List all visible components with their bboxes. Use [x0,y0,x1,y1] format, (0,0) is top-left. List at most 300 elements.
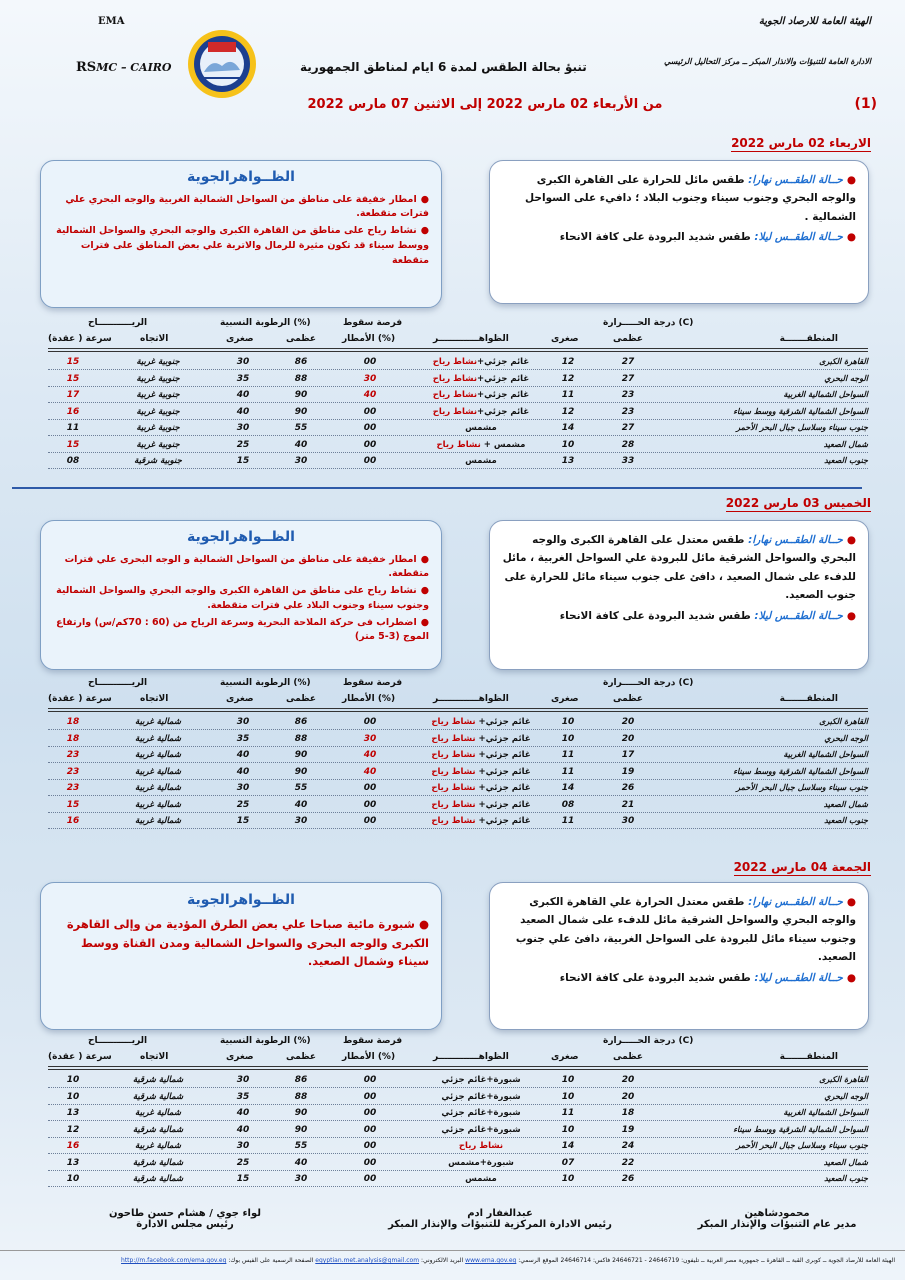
cell-temp-min: 10 [561,1091,575,1102]
cell-region: جنوب الصعيد [824,456,868,465]
cell-temp-min: 11 [561,750,575,760]
cell-wind-speed: 10 [66,1174,80,1184]
cell-temp-max: 20 [621,733,635,744]
header-hum-min: صغرى [226,1052,254,1062]
cell-wind-direction: شمالية شرقية [132,1075,184,1085]
footer-divider [0,1250,905,1251]
phenomena-wind: نشاط رياح [432,406,478,417]
day3-phenomenon [53,915,429,970]
cell-humidity-min: 35 [236,733,250,744]
cell-wind-speed: 15 [66,439,80,450]
cell-temp-max: 23 [621,406,635,417]
cell-region: جنوب سيناء وسلاسل جبال البحر الأحمر [736,423,868,432]
cell-humidity-min: 15 [236,1174,250,1184]
cell-region: الوجه البحري [824,373,868,383]
phenomena-wind: نشاط رياح [436,439,481,450]
cell-temp-min: 12 [561,406,575,417]
cell-rain-chance: 00 [363,1108,377,1118]
cell-humidity-max: 55 [294,783,308,793]
cell-wind-direction: شمالية غربية [135,816,181,826]
header-humidity: الرطوبة النسبية (%) [220,318,311,328]
cell-phenomena [416,1141,546,1151]
cell-region: القاهرة الكبرى [819,717,868,726]
day1-night-weather [502,228,856,246]
signature-name: عبدالغفار ادم [467,1208,533,1219]
footer-email-link[interactable]: egyptian.met.analysis@gmail.com [315,1257,420,1264]
bullet-icon: ● [420,193,429,205]
table-row [48,799,868,813]
day2-forecast-table [48,678,868,840]
header-hum-max: عظمى [286,1052,317,1062]
cell-region: جنوب سيناء وسلاسل جبال البحر الأحمر [736,783,868,792]
phenomena-base: غائم جزئي+ [477,357,530,367]
cell-rain-chance: 00 [363,816,377,826]
day1-phenomenon-text: امطار خفيفة على مناطق من السواحل الشمالية الغربية والوجه البحري علي فترات متقطعة. [65,193,429,220]
header-humidity: الرطوبة النسبية (%) [220,678,311,688]
footer-text: الهيئة العامة للأرصاد الجوية ــ كوبرى القبة ــ القاهرة ــ جمهورية مصر العربية ــ تليفون: 24646719 - 24646721 فاكس: 24646714 الموقع الرسمي: [516,1257,895,1264]
header-region: المنطقـــــــة [779,1052,838,1062]
phenomena-wind: نشاط رياح [432,373,478,384]
day3-night-weather [502,969,856,987]
phenomena-text [431,750,530,760]
cell-humidity-min: 15 [236,456,250,466]
cell-temp-max: 27 [621,373,635,384]
phenomena-text [433,407,529,417]
cell-rain-chance: 00 [363,717,377,727]
report-title: تنبؤ بحالة الطقس لمدة 6 ايام لمناطق الجمهورية [300,60,587,74]
cell-wind-direction: شمالية غربية [135,750,181,760]
header-phenomena: الظواهـــــــــــــر [433,694,509,704]
bullet-icon: ● [846,534,856,546]
header-phenomena: الظواهـــــــــــــر [433,1052,509,1062]
phenomena-text [431,783,530,793]
cell-humidity-min: 30 [236,783,250,793]
phenomena-wind: نشاط رياح [431,783,476,793]
phenomena-base: غائم جزئي+ [475,733,531,744]
cell-temp-max: 17 [621,750,635,760]
cell-humidity-min: 15 [236,816,250,826]
cell-temp-max: 20 [621,717,635,727]
cell-temp-max: 33 [621,456,635,466]
org-subtitle: الادارة العامة للتنبؤات والانذار المبكر ــ مركز التحاليل الرئيسي [663,57,871,66]
cell-humidity-min: 30 [236,357,250,367]
cell-phenomena: شبورة+غائم جزئي [441,1091,521,1102]
cell-humidity-min: 30 [236,423,250,433]
cell-temp-min: 14 [561,783,575,793]
day1-phenomena-title: الظــواهرالجوية [187,169,295,185]
phenomena-text [431,816,530,826]
cell-rain-chance: 00 [363,357,377,367]
cell-temp-min: 10 [561,1124,575,1135]
cell-temp-max: 19 [621,766,635,777]
day3-phenomenon-text: شبورة مائية صباحا علي بعض الطرق المؤدية من وإلى القاهرة الكبرى والوجه البحرى والسواحل الشمالية ومدن القناة ووسط سيناء وشمال الصعيد. [66,917,429,969]
bullet-icon: ● [846,231,856,244]
cell-rain-chance: 00 [363,799,377,810]
cell-humidity-max: 90 [294,750,308,760]
cell-wind-direction: جنوبية شرقية [134,456,182,466]
cell-wind-speed: 15 [66,357,80,367]
cell-humidity-min: 25 [236,439,250,450]
day1-night-text: طقس شديد البرودة على كافة الانحاء [559,231,751,244]
cell-humidity-min: 40 [236,1108,250,1118]
day3-night-text: طقس شديد البرودة على كافة الانحاء [559,971,751,984]
header-region: المنطقـــــــة [779,334,838,344]
table-row [48,373,868,387]
day1-date: الاربعاء 02 مارس 2022 [731,136,871,150]
cell-wind-speed: 23 [66,783,80,793]
cell-rain-chance: 40 [363,766,377,777]
cell-wind-direction: شمالية غربية [135,717,181,727]
cell-rain-chance: 00 [363,1141,377,1151]
cell-humidity-max: 40 [294,1157,308,1168]
cell-region: الوجه البحري [824,1091,868,1101]
cell-temp-max: 27 [621,423,635,433]
footer-website-link[interactable]: www.ema.gov.eg [465,1257,517,1264]
cell-wind-speed: 16 [66,406,80,417]
signature-central-head [350,1208,650,1230]
day-divider [12,487,862,489]
footer-contact [10,1257,895,1264]
phenomena-wind: نشاط رياح [431,816,476,826]
cell-phenomena [416,390,546,400]
header-region: المنطقـــــــة [779,694,838,704]
day3-night-label: حــالة الطقــس ليلا: [750,971,843,984]
day2-phenomenon [53,584,429,613]
cell-rain-chance: 00 [363,1091,377,1102]
cell-region: القاهرة الكبرى [819,357,868,366]
bullet-icon: ● [420,225,429,237]
cell-region: شمال الصعيد [823,799,868,809]
cell-humidity-max: 90 [294,390,308,400]
header-hum-max: عظمى [286,334,317,344]
cell-region: السواحل الشمالية الشرقية ووسط سيناء [733,406,868,416]
day2-day-weather [502,531,856,605]
cell-rain-chance: 00 [363,456,377,466]
signature-title: رئيس مجلس الادارة [136,1219,234,1230]
cell-rain-chance: 00 [363,1124,377,1135]
org-name: الهيئة العامة للارصاد الجوية [758,16,871,27]
day1-phenomenon [53,193,429,222]
day3-day-text: طقس معتدل الحرارة علي القاهرة الكبرى والوجه البحري والسواحل الشرقية مائل للدفء على شمال الصعيد وجنوب سيناء مائل للبرودة على السواحل الغربية، دافئ علي جنوب الصعيد. [515,896,856,964]
cell-temp-min: 07 [561,1157,575,1168]
cell-phenomena [416,407,546,417]
phenomena-wind: نشاط رياح [432,390,478,400]
day3-phenomena-title: الظــواهرالجوية [187,892,295,908]
cell-region: السواحل الشمالية الشرقية ووسط سيناء [733,1124,868,1134]
cell-phenomena: مشمس [465,456,497,466]
cell-phenomena [416,734,546,744]
cell-humidity-max: 90 [294,766,308,777]
cell-temp-max: 30 [621,816,635,826]
cell-temp-max: 19 [621,1124,635,1135]
cell-region: القاهرة الكبرى [819,1075,868,1084]
cell-humidity-max: 30 [294,456,308,466]
cell-rain-chance: 00 [363,1157,377,1168]
cell-temp-min: 10 [561,733,575,744]
cell-wind-speed: 23 [66,750,80,760]
header-wind: الريـــــــــــاح [88,318,148,328]
cell-phenomena: مشمس [465,423,497,433]
bullet-icon: ● [420,616,429,628]
table-row [48,455,868,469]
signature-general-manager [662,1208,892,1230]
phenomena-text [431,734,530,744]
cell-humidity-min: 40 [236,750,250,760]
cell-wind-direction: شمالية شرقية [132,1091,184,1102]
day2-night-weather [502,607,856,625]
table-row [48,782,868,796]
day2-phenomenon-text: اضطراب فى حركة الملاحة البحرية وسرعة الرياح من (60 : 70كم/س) وارتفاع الموج (3-5 متر) [56,616,429,643]
day1-phenomena-box [40,160,442,308]
table-row [48,1140,868,1154]
cell-phenomena [416,783,546,793]
footer-facebook-link[interactable]: http://m.facebook.com/ema.gov.eg [121,1257,227,1264]
header-humidity: الرطوبة النسبية (%) [220,1036,311,1046]
phenomena-base: غائم جزئي+ [475,766,531,777]
day2-weather-box [489,520,869,670]
table-header-rule [48,1069,868,1070]
table-row [48,356,868,370]
header-temp-max: عظمى [613,334,644,344]
cell-rain-chance: 00 [363,439,377,450]
day3-date: الجمعة 04 مارس 2022 [733,860,871,874]
rsmc-suffix: MC – CAIRO [96,61,172,74]
cell-wind-direction: شمالية غربية [135,1108,181,1118]
rsmc-label [76,60,171,75]
cell-humidity-max: 88 [294,733,308,744]
header-wind: الريـــــــــــاح [88,678,148,688]
page-number: (1) [854,96,877,112]
day1-phenomenon-text: نشاط رياح على مناطق من القاهرة الكبرى والوجه البحري والسواحل الشمالية ووسط سيناء قد تكون مثيرة للرمال والاتربة علي بعض المناطق على فترات متقطعة [56,225,429,266]
cell-humidity-min: 25 [236,1157,250,1168]
signature-title: مدير عام التنبؤات والإنذار المبكر [697,1219,857,1230]
cell-humidity-min: 35 [236,1091,250,1102]
signature-name: محمودشاهين [744,1208,810,1219]
table-row [48,1157,868,1171]
day2-day-label: حــالة الطقــس نهارا: [744,534,843,546]
day1-phenomenon [53,224,429,268]
cell-wind-speed: 13 [66,1108,80,1118]
cell-phenomena: شبورة+غائم جزئي [441,1075,521,1085]
cell-region: السواحل الشمالية الشرقية ووسط سيناء [733,766,868,776]
table-row [48,1107,868,1121]
signature-title: رئيس الادارة المركزية للتنبؤات والإنذار المبكر [388,1219,612,1230]
phenomena-base: غائم جزئي+ [475,750,531,760]
cell-wind-speed: 18 [66,733,80,744]
cell-region: الوجه البحري [824,733,868,743]
cell-region: جنوب الصعيد [824,816,868,825]
phenomena-text [433,357,529,367]
cell-rain-chance: 30 [363,373,377,384]
table-row [48,1173,868,1187]
cell-phenomena [416,717,546,727]
bullet-icon: ● [420,553,429,565]
table-header-rule [48,351,868,352]
table-row [48,733,868,747]
cell-wind-speed: 13 [66,1157,80,1168]
cell-rain-chance: 00 [363,406,377,417]
cell-humidity-min: 30 [236,1075,250,1085]
header-temp-max: عظمى [613,1052,644,1062]
cell-phenomena: مشمس [465,1174,497,1184]
phenomena-text [433,374,529,384]
phenomena-text [433,390,529,400]
header-hum-min: صغرى [226,694,254,704]
cell-wind-speed: 16 [66,816,80,826]
table-header-rule [48,1066,868,1067]
cell-humidity-max: 30 [294,1174,308,1184]
bullet-icon: ● [420,585,429,597]
cell-phenomena [416,800,546,810]
phenomena-base: غائم جزئي+ [475,783,531,793]
phenomena-base: غائم جزئي+ [475,816,531,826]
cell-rain-chance: 00 [363,423,377,433]
day2-night-label: حــالة الطقــس ليلا: [750,609,843,622]
cell-phenomena: شبورة+مشمس [448,1157,514,1168]
phenomena-text [431,767,530,777]
day2-day-text: طقس معتدل على القاهرة الكبرى والوجه البحري والسواحل الشرقية مائل للبرودة علي السواحل الغربية ، مائل للدفء على شمال الصعيد ، دافئ على جنوب سيناء مائل للحرارة على جنوب الصعيد. [502,534,856,602]
header-hum-max: عظمى [286,694,317,704]
day1-forecast-table [48,318,868,480]
cell-temp-max: 26 [621,1174,635,1184]
header-temp: درجة الحـــــرارة (C) [603,318,694,328]
header-temp: درجة الحـــــرارة (C) [603,678,694,688]
cell-wind-direction: جنوبية غربية [136,390,180,400]
cell-temp-min: 14 [561,1141,575,1151]
ema-logo [186,28,258,100]
cell-phenomena [416,750,546,760]
header-hum-min: صغرى [226,334,254,344]
cell-humidity-max: 90 [294,406,308,417]
cell-wind-direction: جنوبية غربية [136,423,180,433]
ema-label: EMA [98,16,125,27]
cell-temp-max: 22 [621,1157,635,1168]
table-row [48,1074,868,1088]
table-row [48,1124,868,1138]
cell-temp-min: 11 [561,766,575,777]
header-wind: الريـــــــــــاح [88,1036,148,1046]
bullet-icon: ● [846,971,856,984]
cell-humidity-min: 40 [236,1124,250,1135]
phenomena-base: غائم جزئي+ [475,717,531,727]
table-row [48,716,868,730]
header-wind-dir: الاتجاه [140,334,169,344]
cell-wind-speed: 15 [66,799,80,810]
cell-phenomena [416,440,546,450]
cell-wind-speed: 17 [66,390,80,400]
day2-date: الخميس 03 مارس 2022 [725,496,871,510]
header-rain: فرصة سقوط [343,318,403,328]
cell-temp-max: 21 [621,799,635,810]
cell-wind-speed: 18 [66,717,80,727]
phenomena-base: مشمس + [480,439,526,450]
cell-rain-chance: 00 [363,1174,377,1184]
cell-temp-min: 11 [561,816,575,826]
day3-day-label: حــالة الطقــس نهارا: [744,896,843,908]
phenomena-base: غائم جزئي+ [475,799,531,810]
cell-rain-chance: 00 [363,783,377,793]
signature-name: لواء جوي / هشام حسن طاحون [108,1208,262,1219]
cell-wind-direction: شمالية غربية [135,766,181,777]
table-row [48,422,868,436]
day3-day-weather [502,893,856,967]
cell-temp-min: 12 [561,373,575,384]
rsmc-prefix: RS [76,60,97,75]
day3-forecast-table [48,1036,868,1198]
cell-temp-min: 14 [561,423,575,433]
header-temp: درجة الحـــــرارة (C) [603,1036,694,1046]
day2-night-text: طقس شديد البرودة على كافة الانحاء [559,609,751,622]
cell-wind-speed: 12 [66,1124,80,1135]
day1-day-weather [502,171,856,226]
day1-day-label: حــالة الطقــس نهارا: [744,174,843,186]
cell-humidity-min: 40 [236,390,250,400]
cell-temp-max: 26 [621,783,635,793]
phenomena-text [437,440,526,450]
cell-humidity-min: 25 [236,799,250,810]
cell-temp-max: 20 [621,1091,635,1102]
cell-humidity-max: 40 [294,799,308,810]
cell-wind-direction: جنوبية غربية [136,373,180,384]
phenomena-base: غائم جزئي+ [477,406,530,417]
day2-phenomena-box [40,520,442,670]
day2-phenomena-title: الظــواهرالجوية [187,529,295,545]
day3-phenomena-box [40,882,442,1030]
cell-temp-min: 10 [561,1174,575,1184]
header-wind-dir: الاتجاه [140,694,169,704]
table-row [48,389,868,403]
day3-weather-box [489,882,869,1030]
cell-wind-speed: 10 [66,1075,80,1085]
cell-humidity-max: 90 [294,1108,308,1118]
day2-phenomenon-text: امطار خفيفة على مناطق من السواحل الشمالية و الوجه البحرى علي فترات متقطعة. [64,553,429,580]
cell-region: شمال الصعيد [823,1157,868,1167]
phenomena-text [431,717,530,727]
phenomena-wind: نشاط رياح [458,1141,504,1151]
day2-phenomenon [53,553,429,582]
day2-phenomenon-text: نشاط رياح على مناطق من القاهرة الكبرى والوجه البحري والسواحل الشمالية وجنوب سيناء وجنوب البلاد علي فترات متقطعة. [56,585,429,611]
cell-temp-min: 10 [561,439,575,450]
cell-region: السواحل الشمالية الغربية [783,1108,868,1117]
table-header-rule [48,711,868,712]
cell-temp-min: 11 [561,1108,575,1118]
bullet-icon: ● [846,609,856,622]
table-row [48,1091,868,1105]
cell-rain-chance: 30 [363,733,377,744]
phenomena-text [459,1141,503,1151]
day1-night-label: حــالة الطقــس ليلا: [750,231,843,244]
cell-rain-chance: 40 [363,750,377,760]
cell-wind-direction: شمالية غربية [135,783,181,793]
header-wind-speed: سرعة ( عقدة) [48,694,112,704]
table-row [48,439,868,453]
header-temp-min: صغرى [551,334,579,344]
cell-temp-min: 11 [561,390,575,400]
cell-temp-min: 12 [561,357,575,367]
table-row [48,766,868,780]
day1-day-text: طقس مائل للحرارة على القاهرة الكبرى والوجه البحري وجنوب سيناء وجنوب البلاد ؛ دافيء على السواحل الشمالية . [525,174,856,223]
cell-humidity-max: 86 [294,1075,308,1085]
forecast-period: من الأربعاء 02 مارس 2022 إلى الاثنين 07 مارس 2022 [307,97,663,112]
cell-temp-min: 10 [561,717,575,727]
header-temp-max: عظمى [613,694,644,704]
header-rain-pct: الأمطار (%) [342,694,396,704]
cell-wind-direction: شمالية غربية [135,733,181,744]
day2-phenomenon [53,616,429,645]
cell-humidity-max: 55 [294,1141,308,1151]
phenomena-wind: نشاط رياح [432,357,478,367]
table-row [48,749,868,763]
